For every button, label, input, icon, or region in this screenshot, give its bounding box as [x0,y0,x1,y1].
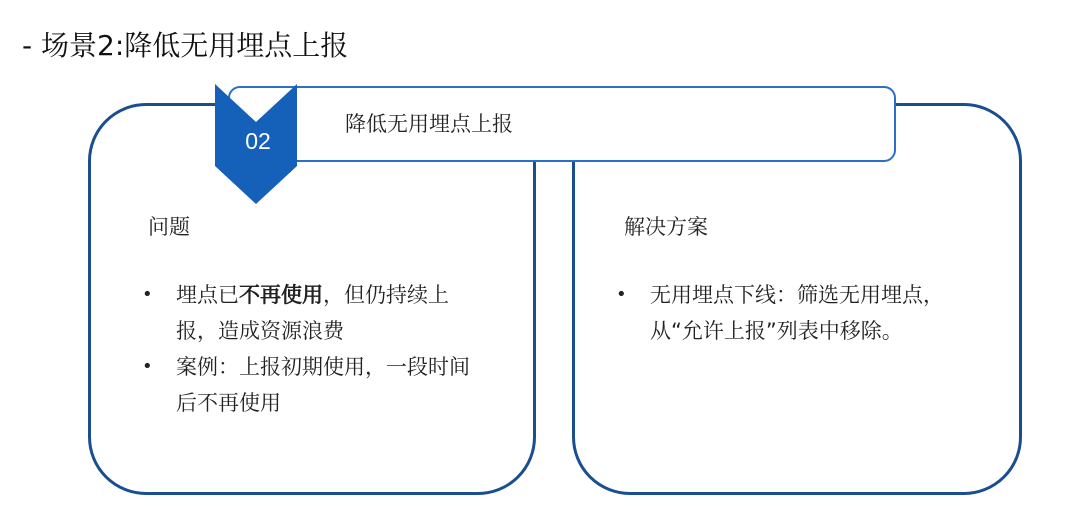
list-item-text: 无用埋点下线：筛选无用埋点，从“允许上报”列表中移除。 [650,283,944,343]
banner-bar [228,86,896,162]
solution-heading: 解决方案 [624,215,708,239]
list-item-text-before: 埋点已 [176,283,239,307]
list-item-text: 案例：上报初期使用，一段时间后不再使用 [176,355,470,415]
list-item [138,349,488,421]
bullet-dot: • [616,284,627,305]
list-item [138,277,488,349]
problem-list [138,277,488,421]
bullet-dot: • [142,356,153,377]
problem-heading: 问题 [148,215,190,239]
banner-title: 降低无用埋点上报 [345,112,513,136]
page-title: - 场景2:降低无用埋点上报 [22,29,349,62]
step-number: 02 [245,128,271,154]
list-item-text-bold: 不再使用 [239,283,323,307]
list-item [612,277,962,349]
bullet-dot: • [142,284,153,305]
list-item-text-after: ，但仍持续上报，造成资源浪费 [176,283,449,343]
solution-list [612,277,962,349]
